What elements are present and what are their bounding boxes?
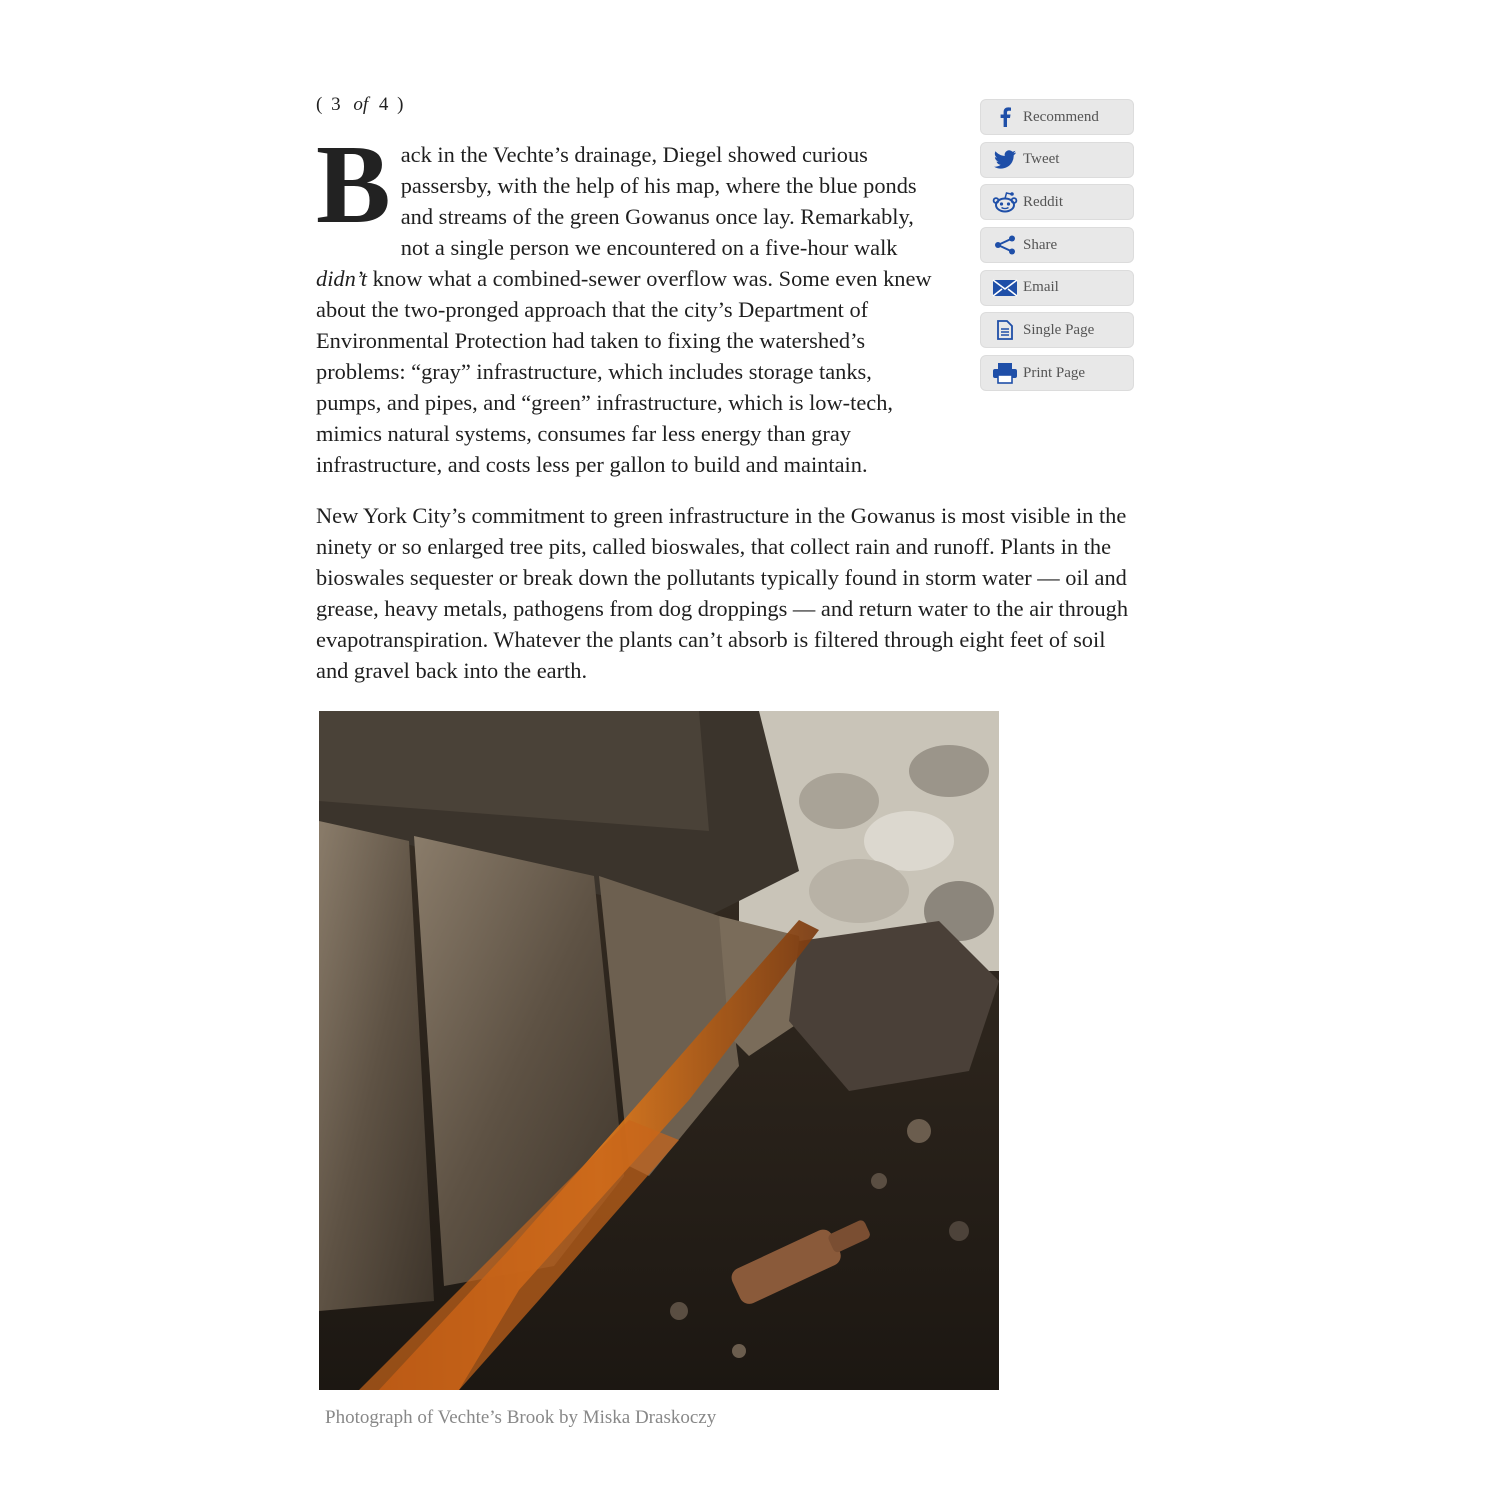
page-total: 4 [378, 94, 391, 115]
envelope-icon [991, 277, 1019, 299]
share-toolbar [980, 99, 1134, 398]
tweet-button[interactable] [980, 142, 1134, 178]
page-counter: ( 3 of 4 ) [316, 94, 406, 115]
tweet-label: Tweet [1023, 151, 1060, 168]
share-label: Share [1023, 236, 1058, 253]
reddit-alien-icon [991, 191, 1019, 213]
print-page-button[interactable] [980, 355, 1134, 391]
drop-cap: B [316, 123, 391, 247]
single-page-label: Single Page [1023, 321, 1095, 338]
photo-illustration [319, 711, 999, 1390]
facebook-icon [991, 106, 1019, 128]
recommend-button[interactable] [980, 99, 1134, 135]
reddit-button[interactable] [980, 184, 1134, 220]
paragraph-1-emphasis: didn’t [316, 266, 368, 291]
reddit-label: Reddit [1023, 193, 1063, 210]
share-nodes-icon [991, 234, 1019, 256]
vechtes-brook-photo [319, 711, 999, 1390]
page-current: 3 [331, 94, 343, 115]
page-of: of [353, 94, 369, 115]
email-label: Email [1023, 279, 1059, 296]
photo-caption: Photograph of Vechte’s Brook by Miska Draskoczy [325, 1407, 717, 1428]
printer-icon [991, 362, 1019, 384]
article-paragraph-1 [316, 123, 934, 480]
single-page-button[interactable] [980, 312, 1134, 348]
share-button[interactable] [980, 227, 1134, 263]
article-body [316, 123, 934, 480]
document-icon [991, 319, 1019, 341]
paragraph-1-text-a: ack in the Vechte’s drainage, Diegel showed curious passersby, with the help of his map, where the blue ponds and streams of the green Gowanus once lay. Remarkably, not a single person we encountered on a five-hour walk [400, 142, 917, 260]
recommend-label: Recommend [1023, 108, 1099, 125]
article-paragraph-2: New York City’s commitment to green infrastructure in the Gowanus is most visible in the ninety or so enlarged tree pits, called bioswales, that collect rain and runoff. Plants in the bioswales sequester or break down the pollutants typically found in storm water — oil and grease, heavy metals, pathogens from dog droppings — and return water to the air through evapotranspiration. Whatever the plants can’t absorb is filtered through eight feet of soil and gravel back into the earth. [316, 503, 1129, 683]
email-button[interactable] [980, 270, 1134, 306]
twitter-bird-icon [991, 149, 1019, 171]
paragraph-1-text-b: know what a combined-sewer overflow was. Some even knew about the two-pronged approach that the city’s Department of Environmental Protection had taken to fixing the watershed’s problems: “gray” infrastructure, which includes storage tanks, pumps, and pipes, and “green” infrastructure, which is low-tech, mimics natural systems, consumes far less energy than gray infrastructure, and costs less per gallon to build and maintain. [316, 266, 932, 477]
print-page-label: Print Page [1023, 364, 1086, 381]
